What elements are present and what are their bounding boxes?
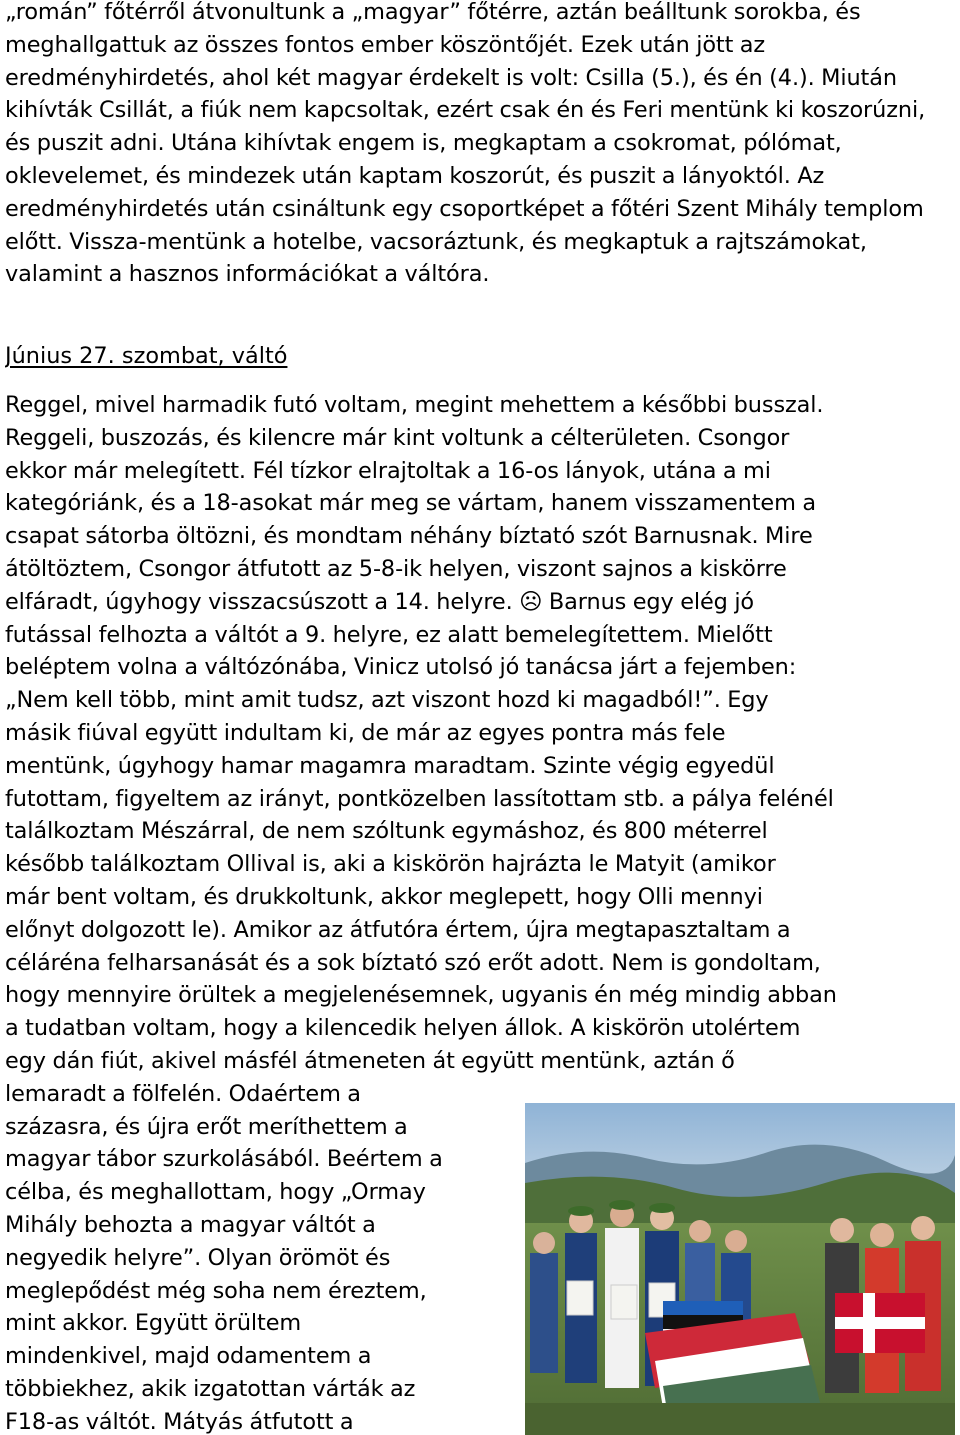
- text-line: meglepődést még soha nem éreztem,: [5, 1277, 427, 1304]
- text-line: lemaradt a fölfelén. Odaértem a: [5, 1080, 361, 1107]
- text-line: már bent voltam, és drukkoltunk, akkor meglepett, hogy Olli mennyi: [5, 883, 763, 910]
- text-line: a tudatban voltam, hogy a kilencedik helyen állok. A kiskörön utolértem: [5, 1015, 801, 1042]
- text-line: elfáradt, úgyhogy visszacsúszott a 14. helyre. ☹ Barnus egy elég jó: [5, 588, 755, 615]
- danish-flag: [835, 1293, 925, 1353]
- text-line: többiekhez, akik izgatottan várták az: [5, 1375, 416, 1402]
- text-line: másik fiúval együtt indultam ki, de már az egyes pontra más fele: [5, 719, 726, 746]
- text-line: „Nem kell több, mint amit tudsz, azt viszont hozd ki magadból!”. Egy: [5, 687, 769, 714]
- foreground-grass: [525, 1403, 955, 1435]
- text-line: magyar tábor szurkolásából. Beértem a: [5, 1146, 443, 1173]
- text-line: futással felhozta a váltót a 9. helyre, ez alatt bemelegítettem. Mielőtt: [5, 621, 773, 648]
- text-line: Reggeli, buszozás, és kilencre már kint voltunk a célterületen. Csongor: [5, 424, 790, 451]
- text-line: hogy mennyire örültek a megjelenésemnek, ugyanis én még mindig abban: [5, 982, 837, 1009]
- text-line: Reggel, mivel harmadik futó voltam, megint mehettem a későbbi busszal.: [5, 392, 824, 418]
- text-line: később találkoztam Ollival is, aki a kiskörön hajrázta le Matyit (amikor: [5, 851, 776, 878]
- text-line: találkoztam Mészárral, de nem szóltunk egymáshoz, és 800 méterrel: [5, 818, 768, 845]
- paragraph-intro: „román” főtérről átvonultunk a „magyar” főtérre, aztán beálltunk sorokba, és meghallgattuk az összes fontos ember köszöntőjét. Ezek után jött az eredményhirdetés, ahol két magyar érdekelt is volt: Csilla (5.), és én (4.). Miután kihívták Csillát, a fiúk nem kapcsoltak, ezért csak én és Feri mentünk ki koszorúzni, és puszit adni. Utána kihívtak engem is, megkaptam a csokromat, pólómat, oklevelemet, és mindezek után kaptam koszorút, és puszit a lányoktól. Az eredményhirdetés után csináltunk egy csoportképet a főtéri Szent Mihály templom előtt. Vissza-mentünk a hotelbe, vacsoráztunk, és megkaptuk a rajtszámokat, valamint a hasznos információkat a váltóra.: [5, 0, 926, 288]
- text-line: célba, és meghallottam, hogy „Ormay: [5, 1179, 426, 1206]
- text-line: mint akkor. Együtt örültem: [5, 1310, 302, 1337]
- award-ceremony-photo: [525, 1103, 955, 1435]
- text-line: átöltöztem, Csongor átfutott az 5-8-ik helyen, viszont sajnos a kiskörre: [5, 555, 787, 582]
- text-line: negyedik helyre”. Olyan örömöt és: [5, 1244, 391, 1271]
- text-line: beléptem volna a váltózónába, Vinicz utolsó jó tanácsa járt a fejemben:: [5, 654, 797, 681]
- text-line: céláréna felharsanását és a sok bíztató szó erőt adott. Nem is gondoltam,: [5, 949, 821, 976]
- section-heading: Június 27. szombat, váltó: [5, 343, 288, 369]
- certificates: [567, 1281, 675, 1319]
- text-line: mindenkivel, majd odamentem a: [5, 1343, 372, 1370]
- text-line: F18-as váltót. Mátyás átfutott a: [5, 1408, 354, 1435]
- text-line: ekkor már melegített. Fél tízkor elrajtoltak a 16-os lányok, utána a mi: [5, 457, 771, 484]
- text-line: Mihály behozta a magyar váltót a: [5, 1211, 376, 1238]
- text-line: mentünk, úgyhogy hamar magamra maradtam. Szinte végig egyedül: [5, 752, 775, 779]
- text-line: csapat sátorba öltözni, és mondtam néhány bíztató szót Barnusnak. Mire: [5, 523, 813, 550]
- text-line: egy dán fiút, akivel másfél átmeneten át együtt mentünk, aztán ő: [5, 1047, 735, 1074]
- text-line: futottam, figyeltem az irányt, pontközelben lassítottam stb. a pálya felénél: [5, 785, 834, 812]
- text-line: kategóriánk, és a 18-asokat már meg se vártam, hanem visszamentem a: [5, 490, 816, 517]
- text-line: százasra, és újra erőt meríthettem a: [5, 1113, 408, 1140]
- text-line: előnyt dolgozott le). Amikor az átfutóra értem, újra megtapasztaltam a: [5, 916, 791, 943]
